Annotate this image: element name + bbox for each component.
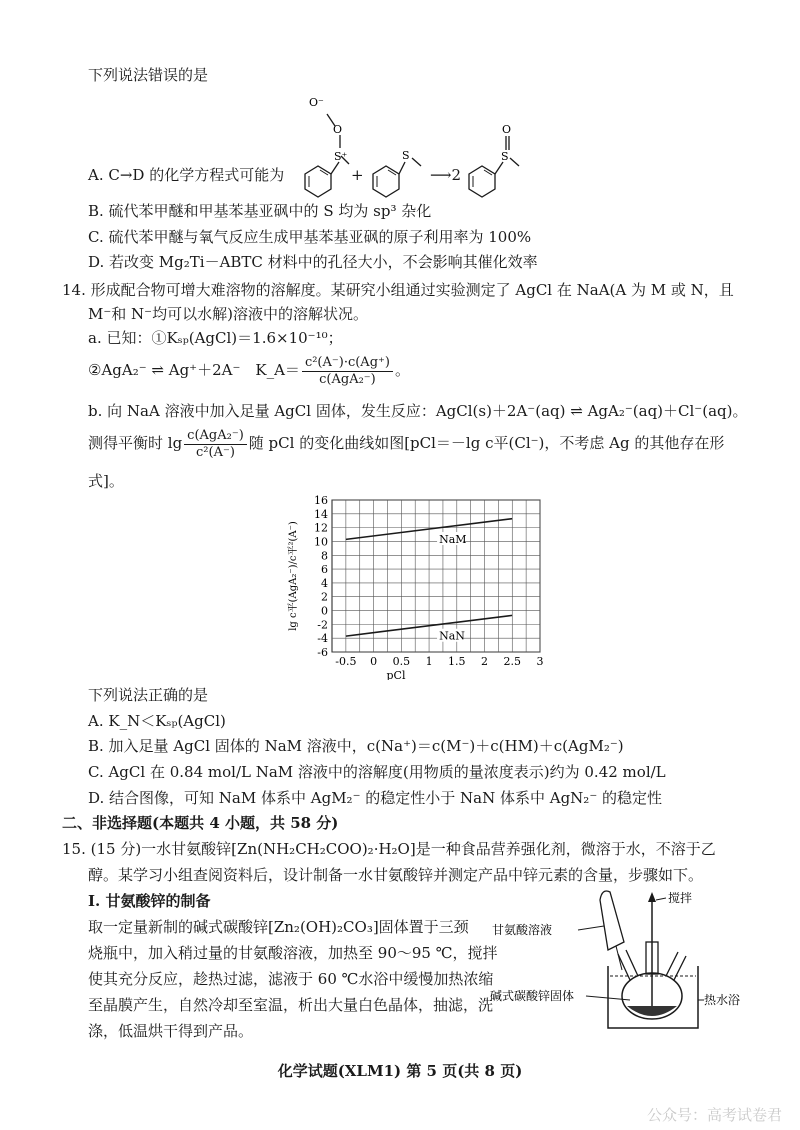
x-tick-label: 1.5 <box>448 655 466 668</box>
plot-frame <box>332 500 540 652</box>
q14-given-a2 <box>88 355 410 387</box>
y-tick-label: 8 <box>321 549 328 563</box>
label-basic-zinc-carbonate: 碱式碳酸锌固体 <box>490 989 575 1003</box>
ka-end: 。 <box>394 361 410 380</box>
q14-stem2: 下列说法正确的是 <box>88 686 209 704</box>
q13-arrow: ⟶2 <box>430 166 462 184</box>
q13-option-b: B. 硫代苯甲醚和甲基苯基亚砜中的 S 均为 sp³ 杂化 <box>88 202 432 220</box>
series-label-nan: NaN <box>439 629 465 643</box>
q15-p4: 至晶膜产生，自然冷却至室温，析出大量白色晶体，抽滤，洗 <box>88 996 494 1014</box>
y-tick-label: -6 <box>317 646 328 659</box>
q15-p3: 使其充分反应，趁热过滤，滤液于 60 ℃水浴中缓慢加热浓缩 <box>88 970 494 988</box>
q13-plus: + <box>351 166 364 184</box>
watermark: 公众号：高考试卷君 <box>646 1106 782 1124</box>
q15-p5: 涤，低温烘干得到产品。 <box>88 1022 254 1040</box>
q14-b3: 式]。 <box>88 472 124 490</box>
x-tick-label: -0.5 <box>335 655 357 668</box>
q14-option-d: D. 结合图像，可知 NaM 体系中 AgM₂⁻ 的稳定性小于 NaN 体系中 AgN₂⁻ 的稳定性 <box>88 789 663 807</box>
y-tick-label: -2 <box>317 618 328 632</box>
lg-denominator: c²(A⁻) <box>196 444 235 460</box>
q14-line2: M⁻和 N⁻均可以水解)溶液中的溶解状况。 <box>88 305 368 323</box>
y-axis-label: lg c平(AgA₂⁻)/c平²(A⁻) <box>288 521 299 631</box>
pcl-chart <box>270 490 560 680</box>
b2-post: 随 pCl 的变化曲线如图[pCl＝－lg c平(Cl⁻)，不考虑 Ag 的其他存在形 <box>248 434 725 453</box>
q15-p1: 取一定量新制的碱式碳酸锌[Zn₂(OH)₂CO₃]固体置于三颈 <box>88 918 469 936</box>
q13-option-d: D. 若改变 Mg₂Ti－ABTC 材料中的孔径大小，不会影响其催化效率 <box>88 253 538 271</box>
page-footer: 化学试题(XLM1) 第 5 页(共 8 页) <box>277 1062 523 1080</box>
x-tick-label: 3 <box>536 655 544 668</box>
q14-given-a1: a. 已知：①Kₛₚ(AgCl)＝1.6×10⁻¹⁰； <box>88 329 343 347</box>
label-glycine-solution: 甘氨酸溶液 <box>492 923 553 937</box>
atom-s-plus: S⁺ <box>334 150 348 163</box>
y-tick-label: 0 <box>321 604 328 618</box>
x-tick-label: 2.5 <box>503 655 522 668</box>
atom-o-product: O <box>502 123 512 136</box>
x-axis-label: pCl <box>386 669 406 680</box>
label-hot-water-bath: 热水浴 <box>704 993 741 1007</box>
b2-pre: 测得平衡时 lg <box>88 434 183 453</box>
ka-expression: ②AgA₂⁻ ⇌ Ag⁺＋2A⁻ K_A＝ <box>88 361 300 380</box>
atom-s: S <box>402 149 410 162</box>
q14-option-a: A. K_N＜Kₛₚ(AgCl) <box>88 712 226 730</box>
atom-o-minus: O⁻ <box>309 96 324 109</box>
y-tick-label: 10 <box>314 535 328 549</box>
y-tick-label: 4 <box>321 576 328 590</box>
label-stir: 搅拌 <box>668 891 693 905</box>
ka-denominator: c(AgA₂⁻) <box>319 371 376 387</box>
y-tick-label: 12 <box>314 521 328 535</box>
y-tick-label: 6 <box>321 563 328 577</box>
y-tick-label: 16 <box>314 494 328 507</box>
ka-numerator: c²(A⁻)·c(Ag⁺) <box>302 355 393 372</box>
x-tick-label: 1 <box>425 655 433 668</box>
ka-fraction <box>302 355 393 387</box>
q14-option-b: B. 加入足量 AgCl 固体的 NaM 溶液中，c(Na⁺)＝c(M⁻)＋c(HM)＋c(AgM₂⁻) <box>88 737 624 755</box>
x-tick-label: 0 <box>370 655 378 668</box>
q14-line1: 14. 形成配合物可增大难溶物的溶解度。某研究小组通过实验测定了 AgCl 在 NaA(A 为 M 或 N，且 <box>62 281 734 299</box>
x-tick-label: 0.5 <box>392 655 411 668</box>
q15-p2: 烧瓶中，加入稍过量的甘氨酸溶液，加热至 90～95 ℃，搅拌 <box>88 944 498 962</box>
q15-line1: 15. (15 分)一水甘氨酸锌[Zn(NH₂CH₂COO)₂·H₂O]是一种食品营养强化剂，微溶于水，不溶于乙 <box>62 840 716 858</box>
atom-s-product: S <box>501 150 509 163</box>
q14-b1: b. 向 NaA 溶液中加入足量 AgCl 固体，发生反应：AgCl(s)＋2A⁻(aq) ⇌ AgA₂⁻(aq)＋Cl⁻(aq)。 <box>88 402 748 420</box>
lg-numerator: c(AgA₂⁻) <box>184 428 247 445</box>
q15-line2: 醇。某学习小组查阅资料后，设计制备一水甘氨酸锌并测定产品中锌元素的含量，步骤如下。 <box>88 866 704 884</box>
lg-fraction <box>184 428 247 460</box>
q15-part1-heading: Ⅰ. 甘氨酸锌的制备 <box>88 892 211 910</box>
y-tick-label: 14 <box>314 507 328 521</box>
q14-option-c: C. AgCl 在 0.84 mol/L NaM 溶液中的溶解度(用物质的量浓度表示)约为 0.42 mol/L <box>88 763 666 781</box>
q13-option-a: A. C→D 的化学方程式可能为 <box>88 166 285 184</box>
atom-o: O <box>333 123 343 136</box>
q13-stem: 下列说法错误的是 <box>88 66 209 84</box>
q14-b2 <box>88 428 724 460</box>
reaction-structure <box>285 90 565 200</box>
y-tick-label: -4 <box>317 632 328 646</box>
x-tick-label: 2 <box>481 655 489 668</box>
q13-option-c: C. 硫代苯甲醚与氧气反应生成甲基苯基亚砜的原子利用率为 100% <box>88 228 532 246</box>
series-label-nam: NaM <box>439 533 467 547</box>
apparatus-diagram <box>490 880 750 1040</box>
y-tick-label: 2 <box>321 590 328 604</box>
section-2-heading: 二、非选择题(本题共 4 小题，共 58 分) <box>62 814 339 832</box>
